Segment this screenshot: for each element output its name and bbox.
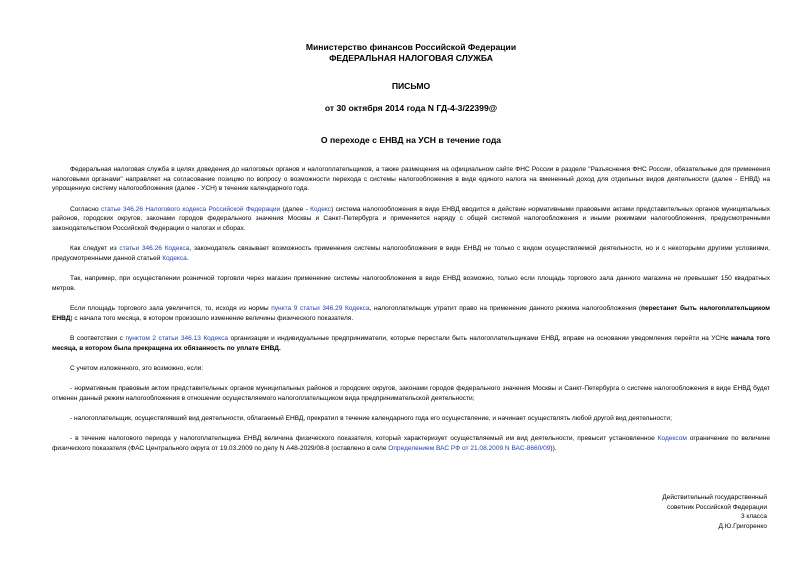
link-article-346-26-code[interactable]: статьи 346.26 Кодекса bbox=[119, 245, 190, 253]
signatory-name: Д.Ю.Григоренко bbox=[718, 522, 767, 530]
link-code[interactable]: Кодексом bbox=[657, 435, 687, 443]
link-code[interactable]: Кодекса bbox=[162, 254, 187, 262]
letter-body bbox=[52, 165, 770, 454]
list-item-regime-cancelled: - нормативным правовым актом представительных органов муниципальных районов и городских округов, законами городов федерального значения Москвы и Санкт-Петербурга о системе налогообложения в виде ЕНВД будет отменен данный режим налогообложения в отношении осуществляемого налогоплательщиком вида предпринимательской деятельности; bbox=[52, 385, 770, 402]
paragraph-transition-usn: В соответствии с пунктом 2 статьи 346.13 Кодекса организации и индивидуальные предприниматели, которые перестали быть налогоплательщиками ЕНВД, вправе на основании уведомления перейти на УСНс начала того месяца, в котором была прекращена их обязанность по уплате ЕНВД. bbox=[52, 334, 770, 352]
signatory-class: 3 класса bbox=[740, 513, 767, 521]
link-clause-2-article-346-13[interactable]: пунктом 2 статьи 346.13 Кодекса bbox=[125, 334, 228, 342]
document-date-number: от 30 октября 2014 года N ГД-4-3/22399@ bbox=[324, 103, 498, 113]
signature-block bbox=[662, 493, 767, 531]
link-code[interactable]: Кодекс bbox=[310, 205, 332, 213]
link-article-346-26-tax-code[interactable]: статье 346.26 Налогового кодекса Российской Федерации bbox=[100, 205, 281, 213]
paragraph-conclusion-intro: С учетом изложенного, это возможно, если: bbox=[70, 364, 204, 372]
paragraph-intro: Федеральная налоговая служба в целях доведения до налоговых органов и налогоплательщиков, а также размещения на официальном сайте ФНС России в разделе "Разъяснения ФНС России, обязательные для применения налоговыми органами" направляет на согласование позицию по вопросу о возможности перехода с системы налогообложения в виде единого налога на вмененный доход для отдельных видов деятельности (далее - ЕНВД) на упрощенную систему налогообложения (далее - УСН) в течение календарного года. bbox=[52, 166, 770, 193]
paragraph-article-346-26: Согласно статье 346.26 Налогового кодекса Российской Федерации (далее - Кодекс) система налогообложения в виде ЕНВД вводится в действие нормативными правовыми актами представительных органов муниципальных районов, городских округов, законами городов федерального значения Москвы и Санкт-Петербурга и применяется наряду с общей системой налогообложения и иными режимами налогообложения, предусмотренными законодательством Российской Федерации о налогах и сборах. bbox=[52, 205, 770, 233]
list-item-activity-stopped: - налогоплательщик, осуществлявший вид деятельности, облагаемый ЕНВД, прекратил в течение календарного года его осуществление, и начинает осуществлять любой другой вид деятельности; bbox=[70, 414, 672, 422]
document-subject: О переходе с ЕНВД на УСН в течение года bbox=[320, 135, 502, 145]
signatory-title-line-2: советник Российской Федерации bbox=[667, 503, 767, 511]
signatory-title-line-1: Действительный государственный bbox=[662, 494, 767, 501]
ministry-name: Министерство финансов Российской Федерации bbox=[305, 42, 517, 52]
link-clause-9-article-346-29[interactable]: пункта 9 статьи 346.29 Кодекса bbox=[271, 305, 370, 313]
link-vas-ruling[interactable]: Определением ВАС РФ от 21.08.2009 N ВАС-8660/09 bbox=[388, 444, 551, 452]
document-type: ПИСЬМО bbox=[391, 81, 431, 91]
paragraph-conditions: Как следует из статьи 346.26 Кодекса, законодатель связывает возможность применения системы налогообложения в виде ЕНВД не только с видом осуществляемой деятельности, но и с некоторыми другими условиями, предусмотренными данной статьей Кодекса. bbox=[52, 245, 770, 262]
paragraph-retail-example: Так, например, при осуществлении розничной торговли через магазин применение системы налогообложения в виде ЕНВД возможно, только если площадь торгового зала данного магазина не превышает 150 квадратных метров. bbox=[52, 275, 770, 292]
paragraph-area-increase: Если площадь торгового зала увеличится, то, исходя из нормы пункта 9 статьи 346.29 Кодекса, налогоплательщик утратит право на применение данного режима налогообложения (перестанет быть налогоплательщиком ЕНВД) с начала того месяца, в котором произошло изменение величины физического показателя. bbox=[52, 305, 770, 322]
letter-document bbox=[52, 42, 770, 464]
service-name: ФЕДЕРАЛЬНАЯ НАЛОГОВАЯ СЛУЖБА bbox=[329, 53, 493, 63]
list-item-indicator-exceeded: - в течение налогового периода у налогоплательщика ЕНВД величина физического показателя, который характеризует осуществляемый им вид деятельности, превысит установленное Кодексом ограничение по величине физического показателя (ФАС Центрального округа от 19.03.2009 по делу N А48-2029/08-8 (оставлено в силе Определением ВАС РФ от 21.08.2009 N ВАС-8660/09)). bbox=[52, 435, 770, 452]
letter-header bbox=[52, 42, 770, 146]
